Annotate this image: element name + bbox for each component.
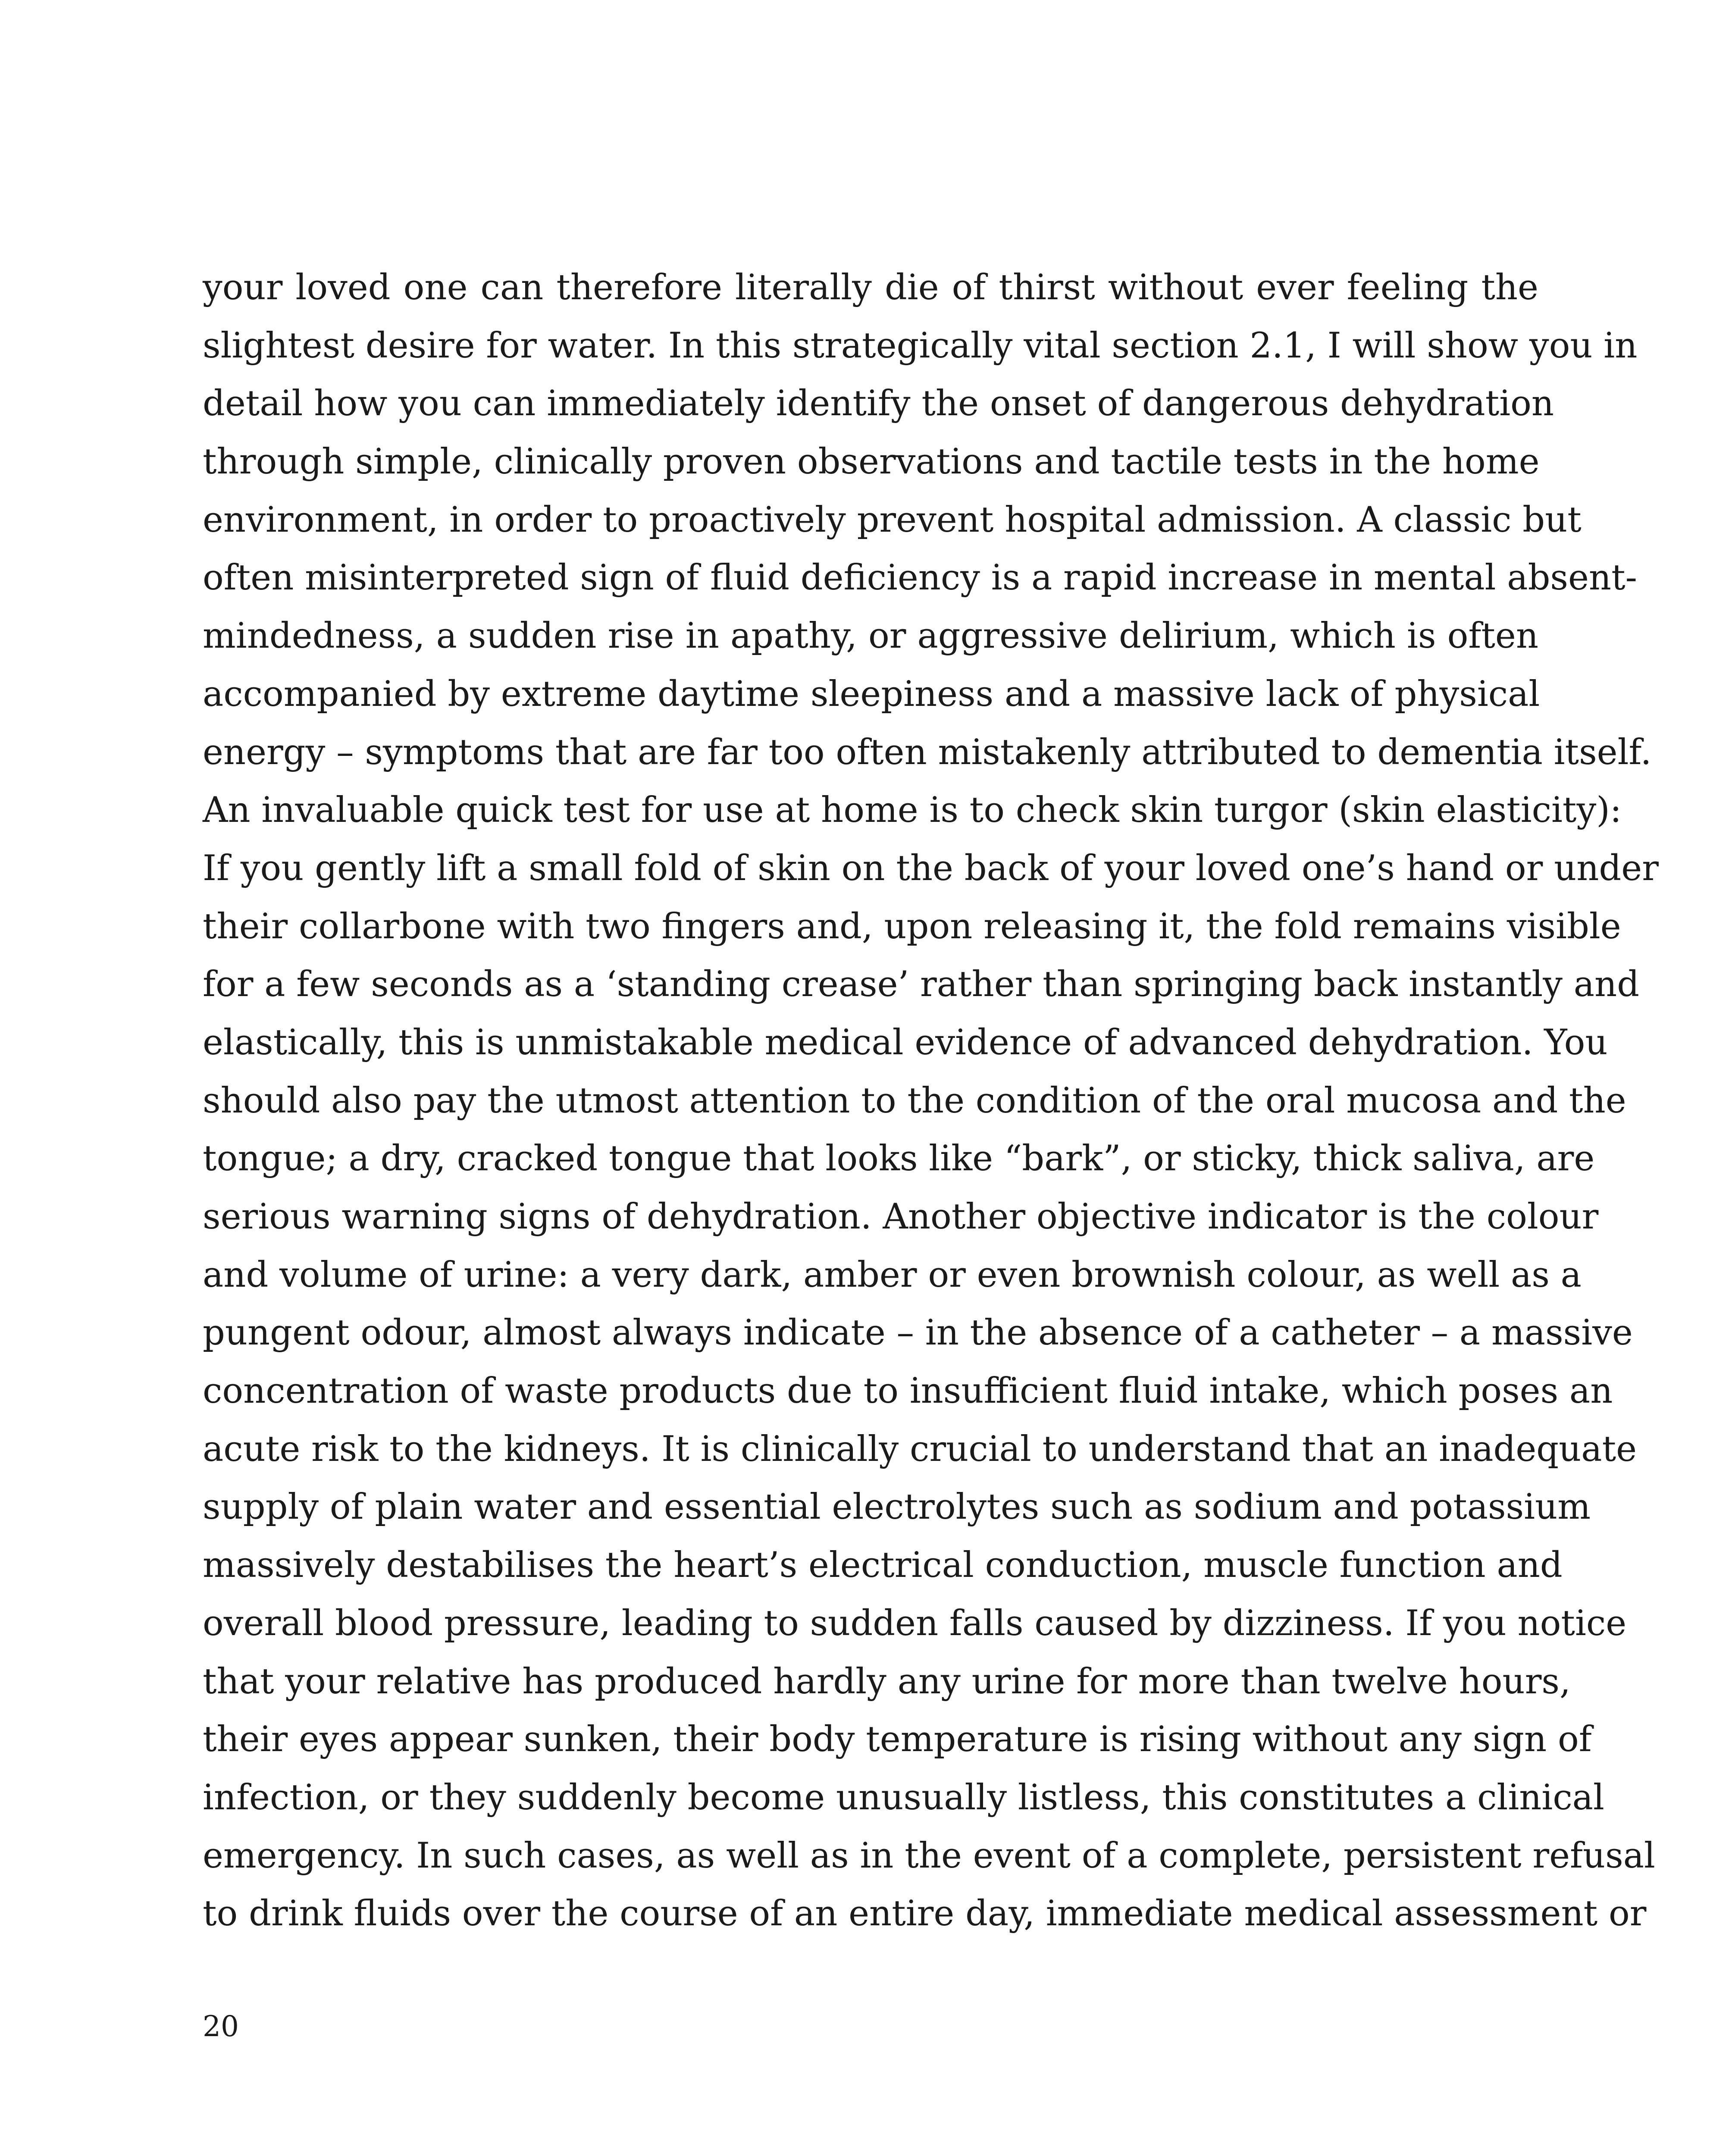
page-number: 20 (203, 2010, 239, 2043)
text-line: should also pay the utmost attention to the condition of the oral mucosa and the (203, 1080, 1626, 1121)
body-paragraph (203, 259, 1659, 1943)
text-line: environment, in order to proactively prevent hospital admission. A classic but (203, 499, 1582, 540)
text-line: for a few seconds as a ‘standing crease’ rather than springing back instantly and (203, 964, 1640, 1005)
text-line: their collarbone with two fingers and, upon releasing it, the fold remains visible (203, 906, 1621, 947)
text-line: serious warning signs of dehydration. Another objective indicator is the colour (203, 1197, 1599, 1237)
text-line: infection, or they suddenly become unusually listless, this constitutes a clinical (203, 1777, 1604, 1818)
text-line: that your relative has produced hardly any urine for more than twelve hours, (203, 1661, 1571, 1702)
text-line: often misinterpreted sign of fluid deficiency is a rapid increase in mental absent- (203, 558, 1638, 599)
text-line: slightest desire for water. In this strategically vital section 2.1, I will show you in (203, 325, 1638, 366)
text-line: energy – symptoms that are far too often mistakenly attributed to dementia itself. (203, 732, 1652, 773)
text-line: through simple, clinically proven observations and tactile tests in the home (203, 442, 1540, 483)
text-line: and volume of urine: a very dark, amber or even brownish colour, as well as a (203, 1254, 1582, 1295)
text-line: to drink fluids over the course of an entire day, immediate medical assessment or (203, 1893, 1647, 1934)
text-line: elastically, this is unmistakable medical evidence of advanced dehydration. You (203, 1022, 1608, 1063)
text-line: massively destabilises the heart’s electrical conduction, muscle function and (203, 1545, 1563, 1586)
text-line: supply of plain water and essential electrolytes such as sodium and potassium (203, 1487, 1591, 1528)
text-line: If you gently lift a small fold of skin on the back of your loved one’s hand or under (203, 848, 1659, 889)
text-line: overall blood pressure, leading to sudden falls caused by dizziness. If you notice (203, 1603, 1627, 1644)
text-line: An invaluable quick test for use at home is to check skin turgor (skin elasticity): (203, 790, 1622, 831)
text-line: acute risk to the kidneys. It is clinically crucial to understand that an inadequate (203, 1429, 1637, 1470)
text-line: their eyes appear sunken, their body temperature is rising without any sign of (203, 1719, 1592, 1760)
text-line: detail how you can immediately identify the onset of dangerous dehydration (203, 383, 1554, 424)
text-line: tongue; a dry, cracked tongue that looks like “bark”, or sticky, thick saliva, are (203, 1138, 1595, 1179)
text-line: concentration of waste products due to insufficient fluid intake, which poses an (203, 1371, 1613, 1412)
text-line: your loved one can therefore literally die of thirst without ever feeling the (203, 267, 1538, 308)
text-line: pungent odour, almost always indicate – in the absence of a catheter – a massive (203, 1313, 1633, 1354)
text-line: mindedness, a sudden rise in apathy, or aggressive delirium, which is often (203, 616, 1538, 657)
text-line: emergency. In such cases, as well as in the event of a complete, persistent refusal (203, 1835, 1655, 1876)
text-line: accompanied by extreme daytime sleepiness and a massive lack of physical (203, 674, 1540, 714)
